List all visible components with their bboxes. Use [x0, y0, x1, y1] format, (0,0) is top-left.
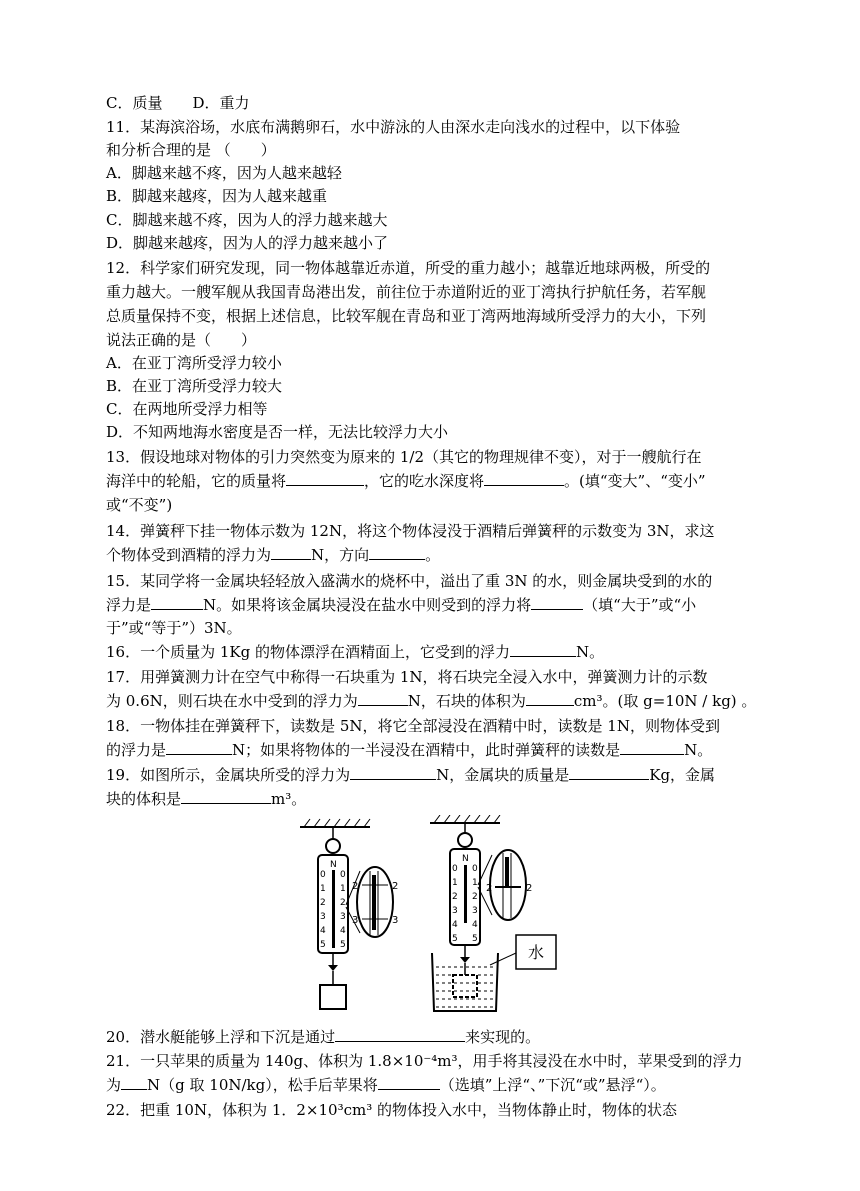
tick-label: 2	[340, 898, 346, 908]
q12-stem-cont: 说法正确的是（ ）	[106, 331, 257, 349]
q19-stem-cont	[106, 788, 756, 810]
q15-text: N。如果将该金属块浸没在盐水中则受到的浮力将	[203, 596, 532, 614]
q11-option-d: D．脚越来越疼，因为人的浮力越来越小了	[106, 234, 389, 252]
q11-option-a: A．脚越来越不疼，因为人越来越轻	[106, 164, 342, 182]
q13-stem-cont	[106, 470, 756, 492]
q20-stem	[106, 1026, 756, 1048]
tick-label: 3	[452, 906, 458, 916]
answer-blank[interactable]	[369, 544, 425, 560]
q12-option-b: B．在亚丁湾所受浮力较大	[106, 377, 283, 395]
q21-text: （选填”上浮“、”下沉“或”悬浮“）。	[439, 1076, 666, 1094]
answer-blank[interactable]	[484, 470, 564, 486]
answer-blank[interactable]	[286, 470, 364, 486]
answer-blank[interactable]	[569, 764, 649, 780]
tick-label: 5	[320, 940, 326, 950]
zoom-tick-label: 3	[352, 915, 359, 926]
water-label: 水	[528, 943, 545, 962]
tick-label: 1	[320, 884, 326, 894]
spring-balance-figure	[290, 815, 590, 1015]
q21-text: 为	[106, 1076, 122, 1094]
q17-text: N，石块的体积为	[407, 692, 526, 710]
q12-option-d: D．不知两地海水密度是否一样，无法比较浮力大小	[106, 423, 449, 441]
q14-stem-cont	[106, 544, 756, 566]
q12-option-a: A．在亚丁湾所受浮力较小	[106, 354, 282, 372]
answer-blank[interactable]	[166, 739, 232, 755]
tick-label: 2	[472, 892, 478, 902]
q19-text: Kg，金属	[649, 766, 716, 784]
answer-blank[interactable]	[531, 594, 583, 610]
tick-label: 4	[452, 920, 458, 930]
q13-text: 。(填“变大”、“变小”	[564, 472, 706, 490]
answer-blank[interactable]	[121, 1074, 147, 1090]
q15-stem-cont: 于”或“等于”）3N。	[106, 619, 242, 637]
q14-text: 个物体受到酒精的浮力为	[106, 546, 272, 564]
q14-text: N，方向	[311, 546, 370, 564]
q17-text: cm³。(取 g=10N / kg) 。	[573, 692, 757, 710]
answer-blank[interactable]	[271, 544, 311, 560]
q11-option-c: C．脚越来越不疼，因为人的浮力越来越大	[106, 211, 388, 229]
q12-stem-cont: 重力越大。一艘军舰从我国青岛港出发，前往位于赤道附近的亚丁湾执行护航任务，若军舰	[106, 283, 707, 301]
q15-stem: 15．某同学将一金属块轻轻放入盛满水的烧杯中，溢出了重 3N 的水，则金属块受到的水的	[106, 572, 713, 590]
tick-label: 1	[472, 878, 478, 888]
answer-blank[interactable]	[335, 1026, 465, 1042]
q15-text: （填“大于”或“小	[583, 596, 697, 614]
q18-stem: 18．一物体挂在弹簧秤下，读数是 5N，将它全部浸没在酒精中时，读数是 1N，则物体受到	[106, 717, 720, 735]
q21-stem-cont	[106, 1074, 756, 1096]
q14-stem: 14．弹簧秤下挂一物体示数为 12N，将这个物体浸没于酒精后弹簧秤的示数变为 3N，求这	[106, 522, 715, 540]
q11-stem-cont: 和分析合理的是 （ ）	[106, 141, 276, 159]
zoom-tick-label: 2	[352, 881, 359, 892]
q15-stem-cont	[106, 594, 756, 616]
tick-label: 0	[340, 870, 346, 880]
tick-label: 0	[320, 870, 326, 880]
q19-text: N，金属块的质量是	[436, 766, 570, 784]
q21-stem: 21．一只苹果的质量为 140g、体积为 1.8×10⁻⁴m³，用手将其浸没在水中时，苹果受到的浮力	[106, 1052, 743, 1070]
q21-text: N（g 取 10N/kg），松手后苹果将	[147, 1076, 378, 1094]
scale-unit-n: N	[330, 860, 337, 870]
tick-label: 4	[340, 926, 346, 936]
answer-blank[interactable]	[350, 764, 436, 780]
tick-label: 5	[452, 934, 458, 944]
q19-text: 19．如图所示，金属块所受的浮力为	[106, 766, 351, 784]
tick-label: 3	[340, 912, 346, 922]
q22-stem: 22．把重 10N，体积为 1．2×10³cm³ 的物体投入水中，当物体静止时，物体的状态	[106, 1101, 677, 1119]
q16-text: N。	[575, 643, 605, 661]
answer-blank[interactable]	[181, 788, 271, 804]
tick-label: 2	[320, 898, 326, 908]
q19-text: 块的体积是	[106, 790, 182, 808]
q12-option-c: C．在两地所受浮力相等	[106, 400, 268, 418]
q18-text: N；如果将物体的一半浸没在酒精中，此时弹簧秤的读数是	[232, 741, 621, 759]
q16-text: 16．一个质量为 1Kg 的物体漂浮在酒精面上，它受到的浮力	[106, 643, 510, 661]
tick-label: 0	[452, 864, 458, 874]
q11-stem: 11．某海滨浴场，水底布满鹅卵石，水中游泳的人由深水走向浅水的过程中，以下体验	[106, 118, 681, 136]
tick-label: 2	[452, 892, 458, 902]
q12-stem-cont: 总质量保持不变，根据上述信息，比较军舰在青岛和亚丁湾两地海域所受浮力的大小，下列	[106, 307, 707, 325]
answer-blank[interactable]	[510, 641, 576, 657]
q13-text: 海洋中的轮船，它的质量将	[106, 472, 287, 490]
q17-text: 为 0.6N，则石块在水中受到的浮力为	[106, 692, 358, 710]
q13-stem: 13．假设地球对物体的引力突然变为原来的 1/2（其它的物理规律不变），对于一艘航行在	[106, 448, 702, 466]
tick-label: 0	[472, 864, 478, 874]
zoom-tick-label: 2	[526, 883, 533, 894]
tick-label: 3	[472, 906, 478, 916]
tick-label: 5	[472, 934, 478, 944]
answer-blank[interactable]	[151, 594, 203, 610]
q18-stem-cont	[106, 739, 756, 761]
q14-text: 。	[425, 546, 441, 564]
tick-label: 5	[340, 940, 346, 950]
q11-option-b: B．脚越来越疼，因为人越来越重	[106, 187, 328, 205]
q17-stem: 17．用弹簧测力计在空气中称得一石块重为 1N，将石块完全浸入水中，弹簧测力计的示数	[106, 668, 708, 686]
answer-blank[interactable]	[526, 690, 574, 706]
tick-label: 4	[320, 926, 326, 936]
zoom-tick-label: 3	[392, 915, 399, 926]
q17-stem-cont	[106, 690, 756, 712]
tick-label: 1	[340, 884, 346, 894]
q12-stem: 12．科学家们研究发现，同一物体越靠近赤道，所受的重力越小；越靠近地球两极，所受的	[106, 259, 711, 277]
zoom-tick-label: 2	[486, 883, 493, 894]
spring-balance-diagram	[290, 815, 590, 1015]
answer-blank[interactable]	[358, 690, 408, 706]
tick-label: 4	[472, 920, 478, 930]
tick-label: 1	[452, 878, 458, 888]
q20-text: 来实现的。	[465, 1028, 541, 1046]
tick-label: 3	[320, 912, 326, 922]
zoom-tick-label: 2	[392, 881, 399, 892]
q18-text: N。	[684, 741, 713, 759]
answer-blank[interactable]	[620, 739, 684, 755]
q10-options: C．质量 D．重力	[106, 94, 250, 112]
q19-stem	[106, 764, 756, 786]
q16-stem	[106, 641, 756, 663]
q13-text: ，它的吃水深度将	[364, 472, 485, 490]
q13-stem-cont: 或“不变”)	[106, 496, 173, 514]
q19-text: m³。	[271, 790, 307, 808]
scale-unit-n: N	[462, 854, 469, 864]
q15-text: 浮力是	[106, 596, 152, 614]
answer-blank[interactable]	[378, 1074, 440, 1090]
q20-text: 20．潜水艇能够上浮和下沉是通过	[106, 1028, 336, 1046]
q18-text: 的浮力是	[106, 741, 167, 759]
